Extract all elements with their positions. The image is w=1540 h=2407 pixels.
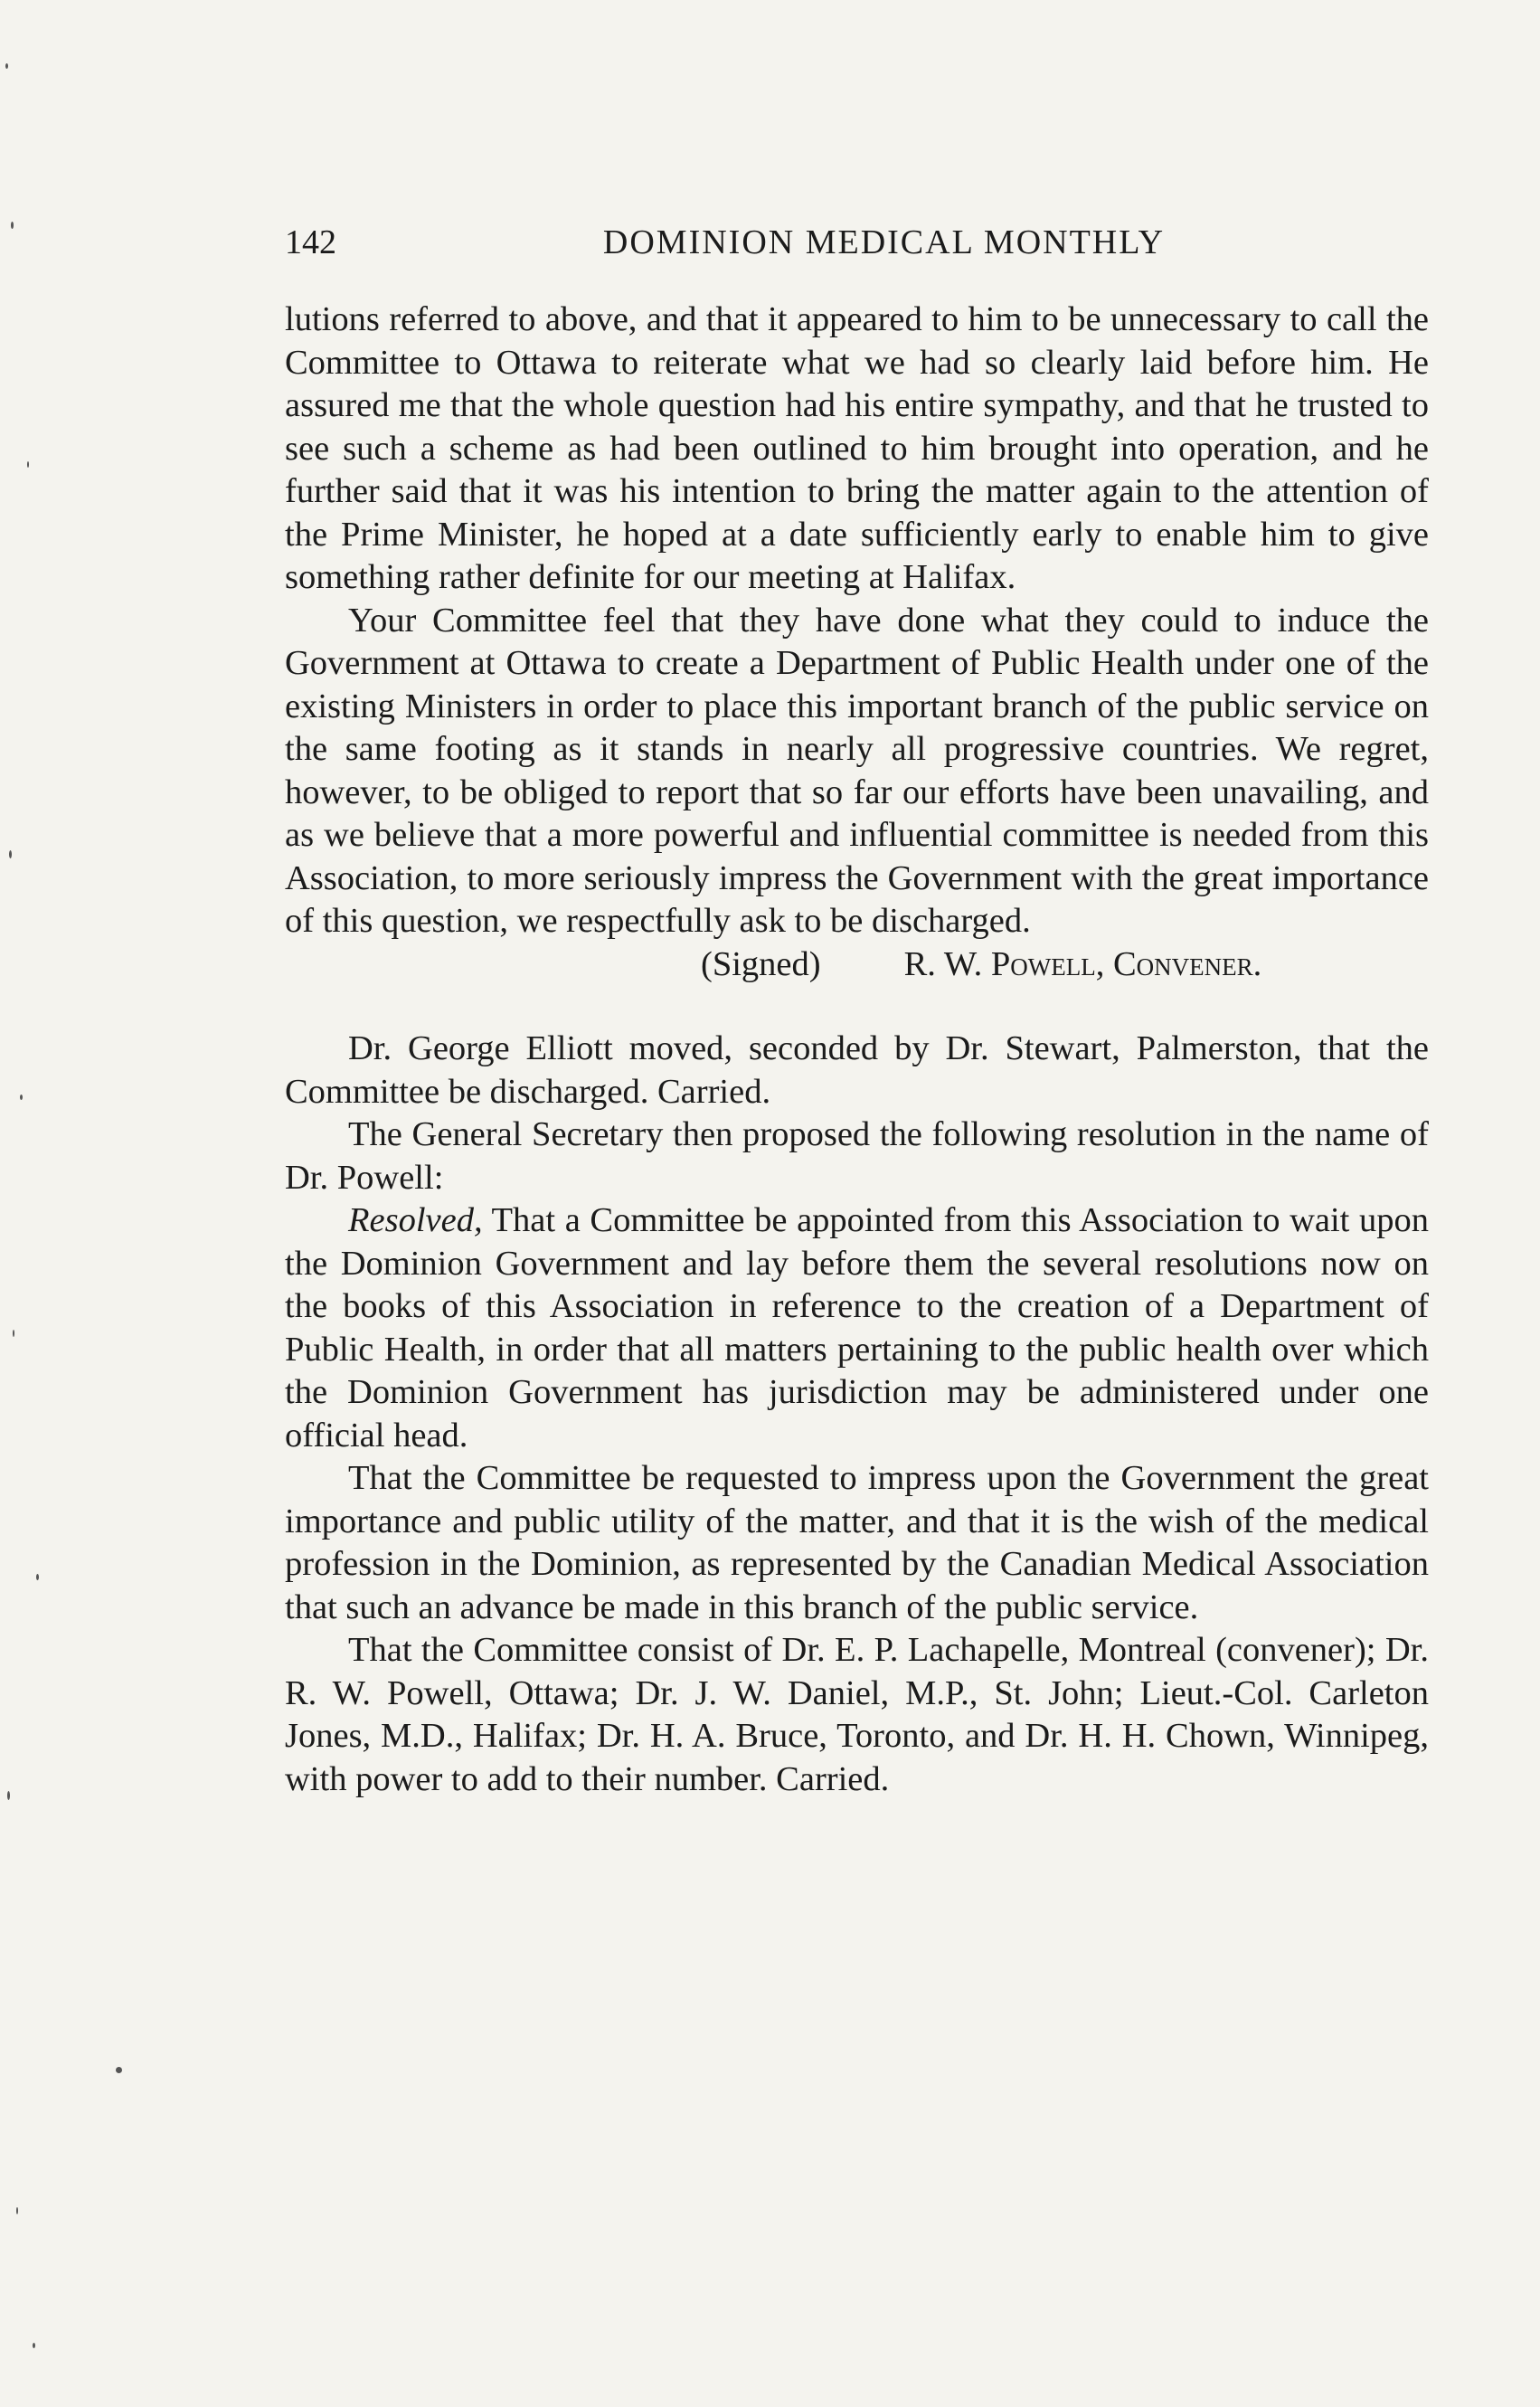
paragraph-motion: Dr. George Elliott moved, seconded by Dr. Stewart, Palmerston, that the Committee be discharged. Carried. xyxy=(285,1029,1429,1111)
running-title: DOMINION MEDICAL MONTHLY xyxy=(602,223,1166,261)
paragraph-committee-members: That the Committee consist of Dr. E. P. Lachapelle, Montreal (convener); Dr. R. W. Powell, Ottawa; Dr. J. W. Daniel, M.P., St. John; Lieut.-Col. Carleton Jones, M.D., Halifax; Dr. H. A. Bruce, Toronto, and Dr. H. H. Chown, Winnipeg, with power to add to their number. Carried. xyxy=(285,1631,1429,1798)
resolved-label: Resolved, xyxy=(348,1201,483,1239)
article-body xyxy=(285,299,1429,1801)
page-number: 142 xyxy=(285,223,336,261)
paragraph-committee-request: That the Committee be requested to impress upon the Government the great importance and public utility of the matter, and that it is the wish of the medical profession in the Dominion, as represented by the Canadian Medical Association that such an advance be made in this branch of the public service. xyxy=(285,1459,1429,1626)
scan-margin-marks xyxy=(0,0,81,2407)
paragraph-continuation: lutions referred to above, and that it appeared to him to be unnecessary to call the Committee to Ottawa to reiterate what we had so clearly laid before him. He assured me that the whole question had his entire sympathy, and that he trusted to see such a scheme as had been outlined to him brought into operation, and he further said that it was his intention to bring the matter again to the attention of the Prime Minister, he hoped at a date sufficiently early to enable him to give something rather definite for our meeting at Halifax. xyxy=(285,300,1429,596)
signatory-name: R. W. Powell, Convener. xyxy=(903,944,1262,983)
paragraph-secretary-proposal: The General Secretary then proposed the following resolution in the name of Dr. Powell: xyxy=(285,1115,1429,1197)
paragraph-resolution xyxy=(285,1199,1429,1457)
paragraph-committee-report: Your Committee feel that they have done what they could to induce the Government at Ottawa to create a Department of Public Health under one of the existing Ministers in order to place this important branch of the public service on the same footing as it stands in nearly all progressive countries. We regret, however, to be obliged to report that so far our efforts have been unavailing, and as we believe that a more powerful and influential committee is needed from this Association, to more seriously impress the Government with the great importance of this question, we respectfully ask to be discharged. xyxy=(285,601,1429,940)
page-header xyxy=(285,220,1429,265)
signed-label: (Signed) xyxy=(701,944,821,983)
resolution-text: That a Committee be appointed from this Association to wait upon the Dominion Government and lay before them the several resolutions now on the books of this Association in reference to the creation of a Department of Public Health, in order that all matters pertaining to the public health over which the Dominion Government has jurisdiction may be administered under one official head. xyxy=(285,1201,1429,1455)
signature-line xyxy=(285,943,1429,987)
